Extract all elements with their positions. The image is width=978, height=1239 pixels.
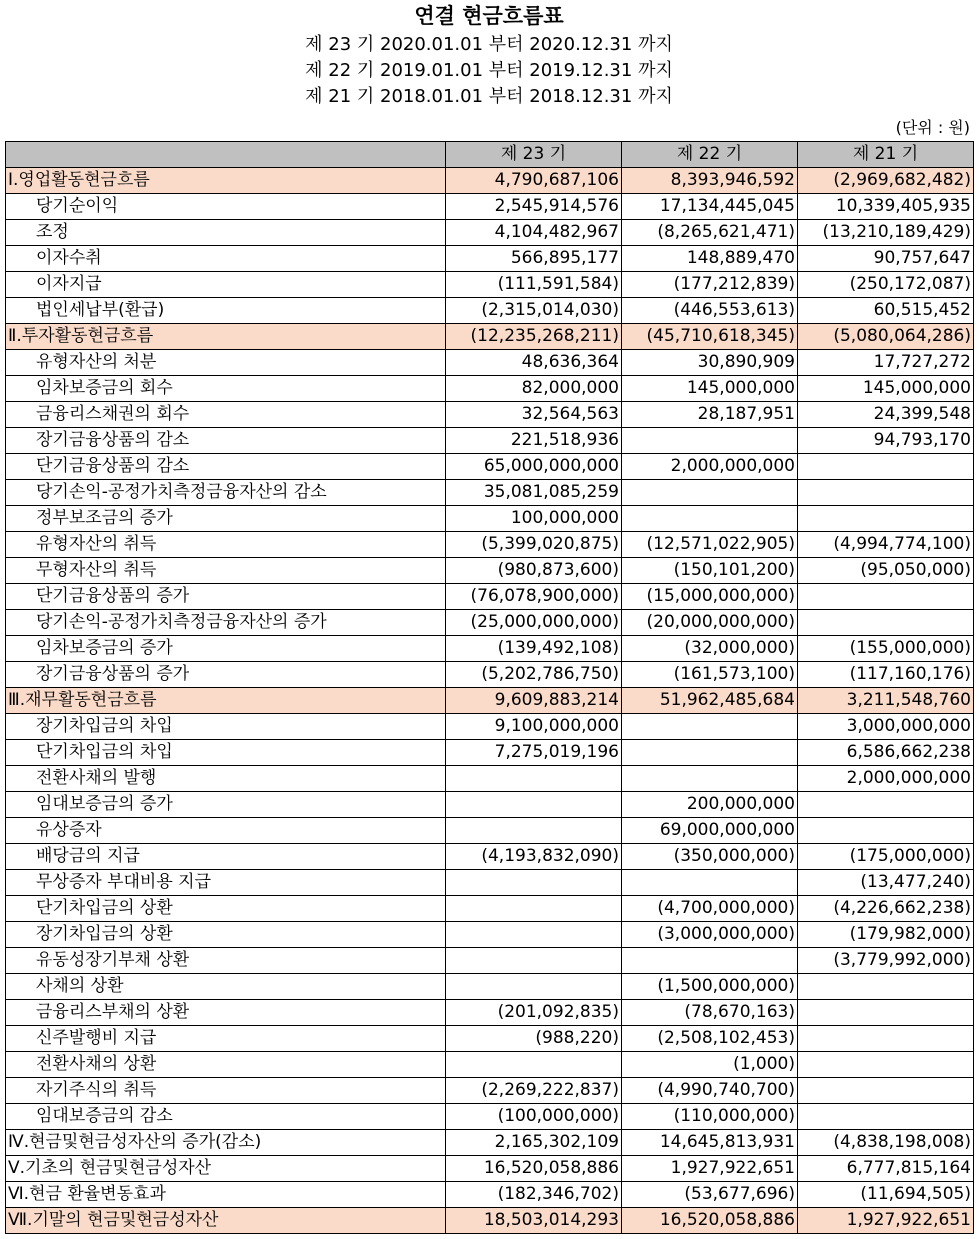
value-period-22: 16,520,058,886 — [622, 1208, 798, 1234]
table-row — [6, 844, 974, 870]
value-period-23: 18,503,014,293 — [446, 1208, 622, 1234]
value-period-22: (3,000,000,000) — [622, 922, 798, 948]
row-label: 전환사채의 상환 — [6, 1052, 446, 1078]
table-row — [6, 220, 974, 246]
value-period-23: 35,081,085,259 — [446, 480, 622, 506]
value-period-22: 28,187,951 — [622, 402, 798, 428]
row-label: Ⅴ.기초의 현금및현금성자산 — [6, 1156, 446, 1182]
value-period-23: 4,104,482,967 — [446, 220, 622, 246]
value-period-23: 7,275,019,196 — [446, 740, 622, 766]
table-row — [6, 714, 974, 740]
table-row — [6, 376, 974, 402]
value-period-23 — [446, 1052, 622, 1078]
value-period-22: (1,500,000,000) — [622, 974, 798, 1000]
header-period-22: 제 22 기 — [622, 142, 798, 168]
section-row — [6, 688, 974, 714]
value-period-22: (45,710,618,345) — [622, 324, 798, 350]
section-row — [6, 1208, 974, 1234]
value-period-21 — [798, 1052, 974, 1078]
row-label: 정부보조금의 증가 — [6, 506, 446, 532]
value-period-21 — [798, 1104, 974, 1130]
table-row — [6, 350, 974, 376]
value-period-23: (2,315,014,030) — [446, 298, 622, 324]
value-period-22: (53,677,696) — [622, 1182, 798, 1208]
table-row — [6, 1078, 974, 1104]
value-period-22: (4,990,740,700) — [622, 1078, 798, 1104]
value-period-23: 9,609,883,214 — [446, 688, 622, 714]
value-period-21 — [798, 610, 974, 636]
row-label: 자기주식의 취득 — [6, 1078, 446, 1104]
table-row — [6, 506, 974, 532]
value-period-23: 65,000,000,000 — [446, 454, 622, 480]
value-period-21: (13,477,240) — [798, 870, 974, 896]
section-row — [6, 324, 974, 350]
cash-flow-table — [5, 141, 974, 1234]
value-period-22: 17,134,445,045 — [622, 194, 798, 220]
value-period-21: (11,694,505) — [798, 1182, 974, 1208]
table-row — [6, 610, 974, 636]
value-period-22 — [622, 870, 798, 896]
value-period-23: 100,000,000 — [446, 506, 622, 532]
value-period-22: 8,393,946,592 — [622, 168, 798, 194]
value-period-21: (175,000,000) — [798, 844, 974, 870]
row-label: 법인세납부(환급) — [6, 298, 446, 324]
value-period-22: (2,508,102,453) — [622, 1026, 798, 1052]
value-period-23 — [446, 818, 622, 844]
row-label: 장기차입금의 차입 — [6, 714, 446, 740]
value-period-22: (161,573,100) — [622, 662, 798, 688]
row-label: 장기차입금의 상환 — [6, 922, 446, 948]
value-period-21 — [798, 454, 974, 480]
value-period-23: (182,346,702) — [446, 1182, 622, 1208]
table-row — [6, 1000, 974, 1026]
value-period-23: 48,636,364 — [446, 350, 622, 376]
value-period-23: 16,520,058,886 — [446, 1156, 622, 1182]
value-period-21: (3,779,992,000) — [798, 948, 974, 974]
value-period-22: (12,571,022,905) — [622, 532, 798, 558]
row-label: 단기차입금의 상환 — [6, 896, 446, 922]
value-period-23: 2,165,302,109 — [446, 1130, 622, 1156]
value-period-23 — [446, 766, 622, 792]
value-period-23: (5,202,786,750) — [446, 662, 622, 688]
value-period-22: 145,000,000 — [622, 376, 798, 402]
row-label: 단기금융상품의 감소 — [6, 454, 446, 480]
row-label: 단기차입금의 차입 — [6, 740, 446, 766]
value-period-23 — [446, 922, 622, 948]
row-label: 사채의 상환 — [6, 974, 446, 1000]
value-period-21: 94,793,170 — [798, 428, 974, 454]
value-period-23: 221,518,936 — [446, 428, 622, 454]
row-label: Ⅱ.투자활동현금흐름 — [6, 324, 446, 350]
value-period-23: (76,078,900,000) — [446, 584, 622, 610]
value-period-22 — [622, 948, 798, 974]
period-line-22: 제 22 기 2019.01.01 부터 2019.12.31 까지 — [305, 60, 673, 81]
table-row — [6, 272, 974, 298]
value-period-21: 145,000,000 — [798, 376, 974, 402]
value-period-21: 3,211,548,760 — [798, 688, 974, 714]
row-label: 단기금융상품의 증가 — [6, 584, 446, 610]
row-label: 장기금융상품의 감소 — [6, 428, 446, 454]
table-row — [6, 818, 974, 844]
value-period-21: 2,000,000,000 — [798, 766, 974, 792]
table-row — [6, 298, 974, 324]
row-label: 임차보증금의 증가 — [6, 636, 446, 662]
value-period-21: 17,727,272 — [798, 350, 974, 376]
value-period-23: (25,000,000,000) — [446, 610, 622, 636]
value-period-21: (4,838,198,008) — [798, 1130, 974, 1156]
row-label: 무상증자 부대비용 지급 — [6, 870, 446, 896]
table-row — [6, 480, 974, 506]
table-row — [6, 1026, 974, 1052]
row-label: 금융리스채권의 회수 — [6, 402, 446, 428]
row-label: 조정 — [6, 220, 446, 246]
value-period-22: 14,645,813,931 — [622, 1130, 798, 1156]
value-period-22: 51,962,485,684 — [622, 688, 798, 714]
value-period-23: (4,193,832,090) — [446, 844, 622, 870]
value-period-21: 3,000,000,000 — [798, 714, 974, 740]
row-label: 배당금의 지급 — [6, 844, 446, 870]
cash-flow-body — [6, 168, 974, 1234]
table-row — [6, 636, 974, 662]
header-period-23: 제 23 기 — [446, 142, 622, 168]
value-period-22: (4,700,000,000) — [622, 896, 798, 922]
value-period-23: 566,895,177 — [446, 246, 622, 272]
value-period-23 — [446, 896, 622, 922]
table-row — [6, 974, 974, 1000]
row-label: 당기손익-공정가치측정금융자산의 증가 — [6, 610, 446, 636]
value-period-23: (139,492,108) — [446, 636, 622, 662]
row-label: 이자지급 — [6, 272, 446, 298]
value-period-21: 6,777,815,164 — [798, 1156, 974, 1182]
value-period-23: (5,399,020,875) — [446, 532, 622, 558]
value-period-23: (980,873,600) — [446, 558, 622, 584]
row-label: 임대보증금의 감소 — [6, 1104, 446, 1130]
value-period-22 — [622, 480, 798, 506]
row-label: Ⅰ.영업활동현금흐름 — [6, 168, 446, 194]
header-row — [6, 142, 974, 168]
row-label: 유형자산의 취득 — [6, 532, 446, 558]
table-row — [6, 1104, 974, 1130]
value-period-21 — [798, 1078, 974, 1104]
table-row — [6, 1156, 974, 1182]
value-period-22 — [622, 714, 798, 740]
value-period-21 — [798, 818, 974, 844]
row-label: 당기순이익 — [6, 194, 446, 220]
row-label: Ⅳ.현금및현금성자산의 증가(감소) — [6, 1130, 446, 1156]
value-period-22: 30,890,909 — [622, 350, 798, 376]
table-row — [6, 870, 974, 896]
period-line-23: 제 23 기 2020.01.01 부터 2020.12.31 까지 — [305, 34, 673, 55]
value-period-22: (177,212,839) — [622, 272, 798, 298]
row-label: 임대보증금의 증가 — [6, 792, 446, 818]
value-period-22: (32,000,000) — [622, 636, 798, 662]
table-row — [6, 194, 974, 220]
value-period-21 — [798, 584, 974, 610]
header-period-21: 제 21 기 — [798, 142, 974, 168]
value-period-21: (13,210,189,429) — [798, 220, 974, 246]
value-period-21: (4,994,774,100) — [798, 532, 974, 558]
value-period-21 — [798, 1026, 974, 1052]
row-label: 신주발행비 지급 — [6, 1026, 446, 1052]
value-period-21: (5,080,064,286) — [798, 324, 974, 350]
value-period-22: 1,927,922,651 — [622, 1156, 798, 1182]
period-line-21: 제 21 기 2018.01.01 부터 2018.12.31 까지 — [305, 86, 673, 107]
value-period-23: 2,545,914,576 — [446, 194, 622, 220]
value-period-23 — [446, 870, 622, 896]
value-period-23 — [446, 974, 622, 1000]
table-row — [6, 454, 974, 480]
value-period-21: (2,969,682,482) — [798, 168, 974, 194]
value-period-22: (1,000) — [622, 1052, 798, 1078]
value-period-21: 60,515,452 — [798, 298, 974, 324]
value-period-22: (78,670,163) — [622, 1000, 798, 1026]
value-period-21 — [798, 974, 974, 1000]
value-period-23: (201,092,835) — [446, 1000, 622, 1026]
value-period-23: 4,790,687,106 — [446, 168, 622, 194]
unit-label: (단위 : 원) — [895, 118, 970, 137]
table-row — [6, 402, 974, 428]
value-period-22: 69,000,000,000 — [622, 818, 798, 844]
value-period-23 — [446, 948, 622, 974]
row-label: 유상증자 — [6, 818, 446, 844]
value-period-21: (179,982,000) — [798, 922, 974, 948]
value-period-22: (446,553,613) — [622, 298, 798, 324]
row-label: 임차보증금의 회수 — [6, 376, 446, 402]
table-row — [6, 896, 974, 922]
value-period-21: 6,586,662,238 — [798, 740, 974, 766]
value-period-23: (100,000,000) — [446, 1104, 622, 1130]
value-period-21: (4,226,662,238) — [798, 896, 974, 922]
header-label-cell — [6, 142, 446, 168]
value-period-22 — [622, 428, 798, 454]
table-row — [6, 740, 974, 766]
table-row — [6, 558, 974, 584]
table-row — [6, 246, 974, 272]
value-period-22: 2,000,000,000 — [622, 454, 798, 480]
table-row — [6, 766, 974, 792]
value-period-21 — [798, 1000, 974, 1026]
row-label: Ⅲ.재무활동현금흐름 — [6, 688, 446, 714]
value-period-22: (15,000,000,000) — [622, 584, 798, 610]
value-period-22 — [622, 766, 798, 792]
value-period-23: (111,591,584) — [446, 272, 622, 298]
value-period-21: 90,757,647 — [798, 246, 974, 272]
value-period-21: (250,172,087) — [798, 272, 974, 298]
table-row — [6, 792, 974, 818]
row-label: Ⅶ.기말의 현금및현금성자산 — [6, 1208, 446, 1234]
row-label: Ⅵ.현금 환율변동효과 — [6, 1182, 446, 1208]
value-period-23: (12,235,268,211) — [446, 324, 622, 350]
row-label: 전환사채의 발행 — [6, 766, 446, 792]
value-period-22: 200,000,000 — [622, 792, 798, 818]
table-row — [6, 948, 974, 974]
value-period-22 — [622, 740, 798, 766]
value-period-23 — [446, 792, 622, 818]
row-label: 무형자산의 취득 — [6, 558, 446, 584]
value-period-23: (2,269,222,837) — [446, 1078, 622, 1104]
table-row — [6, 1052, 974, 1078]
value-period-23: 82,000,000 — [446, 376, 622, 402]
row-label: 유동성장기부채 상환 — [6, 948, 446, 974]
value-period-21 — [798, 480, 974, 506]
value-period-23: 32,564,563 — [446, 402, 622, 428]
value-period-21: 10,339,405,935 — [798, 194, 974, 220]
value-period-21: 1,927,922,651 — [798, 1208, 974, 1234]
value-period-23: 9,100,000,000 — [446, 714, 622, 740]
value-period-22: (350,000,000) — [622, 844, 798, 870]
table-row — [6, 532, 974, 558]
value-period-21 — [798, 506, 974, 532]
value-period-22: (110,000,000) — [622, 1104, 798, 1130]
value-period-22: (20,000,000,000) — [622, 610, 798, 636]
value-period-22: (150,101,200) — [622, 558, 798, 584]
table-row — [6, 584, 974, 610]
value-period-21 — [798, 792, 974, 818]
row-label: 장기금융상품의 증가 — [6, 662, 446, 688]
table-row — [6, 1182, 974, 1208]
value-period-22: 148,889,470 — [622, 246, 798, 272]
row-label: 금융리스부채의 상환 — [6, 1000, 446, 1026]
row-label: 유형자산의 처분 — [6, 350, 446, 376]
table-row — [6, 428, 974, 454]
document-title: 연결 현금흐름표 — [414, 4, 564, 28]
value-period-22: (8,265,621,471) — [622, 220, 798, 246]
section-row — [6, 168, 974, 194]
value-period-22 — [622, 506, 798, 532]
row-label: 당기손익-공정가치측정금융자산의 감소 — [6, 480, 446, 506]
row-label: 이자수취 — [6, 246, 446, 272]
value-period-21: (95,050,000) — [798, 558, 974, 584]
value-period-21: (155,000,000) — [798, 636, 974, 662]
table-row — [6, 1130, 974, 1156]
table-row — [6, 922, 974, 948]
value-period-21: (117,160,176) — [798, 662, 974, 688]
value-period-21: 24,399,548 — [798, 402, 974, 428]
value-period-23: (988,220) — [446, 1026, 622, 1052]
table-row — [6, 662, 974, 688]
